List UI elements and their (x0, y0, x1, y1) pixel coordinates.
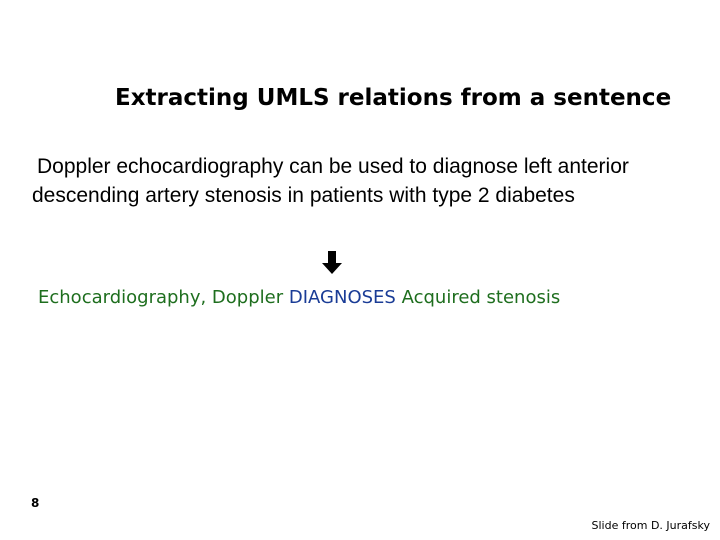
example-sentence-text: Doppler echocardiography can be used to diagnose left anterior descending artery stenosis in patients with type 2 diabetes (32, 155, 629, 207)
umls-relation (38, 284, 560, 312)
relation-subject: Echocardiography, Doppler (38, 287, 284, 308)
page-number: 8 (31, 496, 40, 510)
down-arrow-icon (318, 248, 346, 276)
relation-predicate: DIAGNOSES (288, 287, 396, 308)
example-sentence (32, 152, 672, 210)
slide-credit: Slide from D. Jurafsky (591, 519, 710, 532)
slide-title: Extracting UMLS relations from a sentence (115, 85, 672, 111)
relation-object: Acquired stenosis (401, 287, 561, 308)
